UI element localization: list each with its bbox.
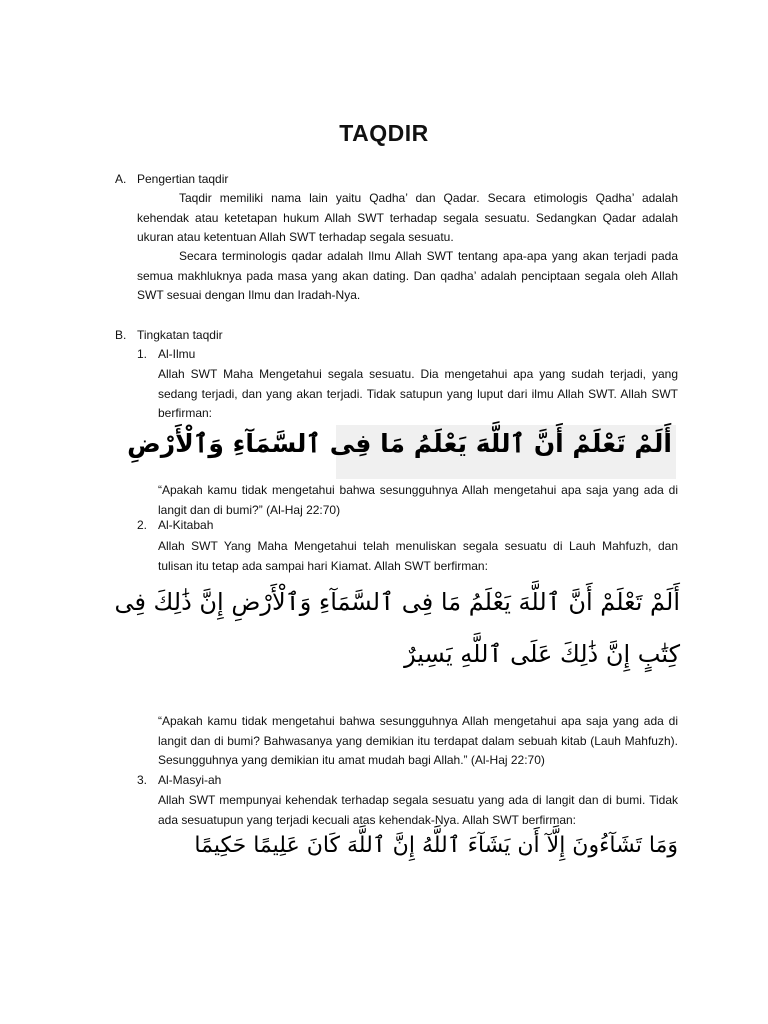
item-1-translation: “Apakah kamu tidak mengetahui bahwa sesungguhnya Allah mengetahui apa saja yang ada di langit dan di bumi?” (Al-Haj 22:70) (158, 483, 678, 517)
section-a-paragraph-2: Secara terminologis qadar adalah Ilmu Allah SWT tentang apa-apa yang akan terjadi pada semua makhluknya pada masa yang akan dating. Dan qadha’ adalah penciptaan segala oleh Allah SWT sesuai dengan Ilmu dan Iradah-Nya. (137, 249, 678, 302)
item-3-heading: 3. Al-Masyi-ah (137, 773, 222, 787)
section-title: Pengertian taqdir (137, 172, 229, 186)
item-1-heading: 1. Al-Ilmu (137, 347, 196, 361)
item-3-text: Allah SWT mempunyai kehendak terhadap segala sesuatu yang ada di langit dan di bumi. Tidak ada sesuatupun yang terjadi kecuali atas kehendak-Nya. Allah SWT berfirman: (158, 793, 678, 827)
item-2-translation: “Apakah kamu tidak mengetahui bahwa sesungguhnya Allah mengetahui apa saja yang ada di langit dan di bumi? Bahwasanya yang demikian itu terdapat dalam sebuah kitab (Lauh Mahfuzh). Sesungguhnya yang demikian itu amat mudah bagi Allah.” (Al-Haj 22:70) (158, 714, 678, 767)
document-title: TAQDIR (339, 120, 429, 146)
section-letter: A. (115, 172, 127, 186)
section-a-heading (115, 172, 228, 186)
arabic-verse-2-line-1: أَلَمْ تَعْلَمْ أَنَّ ٱللَّهَ يَعْلَمُ مَا فِى ٱلسَّمَآءِ وَٱلْأَرْضِ إِنَّ ذَٰلِكَ فِى (114, 588, 680, 616)
section-letter: B. (115, 328, 127, 342)
arabic-verse-2-line-2: كِتَٰبٍ إِنَّ ذَٰلِكَ عَلَى ٱللَّهِ يَسِيرٌ (404, 640, 680, 668)
section-title: Tingkatan taqdir (137, 328, 223, 342)
section-b-heading (115, 328, 223, 342)
arabic-verse-1: أَلَمْ تَعْلَمْ أَنَّ ٱللَّهَ يَعْلَمُ مَا فِى ٱلسَّمَآءِ وَٱلْأَرْضِ (336, 425, 676, 479)
item-2-text: Allah SWT Yang Maha Mengetahui telah menuliskan segala sesuatu di Lauh Mahfuzh, dan tulisan itu tetap ada sampai hari Kiamat. Allah SWT berfirman: (158, 539, 678, 573)
section-a-paragraph-1: Taqdir memiliki nama lain yaitu Qadha’ dan Qadar. Secara etimologis Qadha’ adalah kehendak atau ketetapan hukum Allah SWT terhadap segala sesuatu. Sedangkan Qadar adalah ukuran atau ketentuan Allah SWT terhadap segala sesuatu. (137, 191, 678, 244)
arabic-verse-3: وَمَا تَشَآءُونَ إِلَّآ أَن يَشَآءَ ٱللَّهُ إِنَّ ٱللَّهَ كَانَ عَلِيمًا حَكِيمًا (194, 833, 678, 858)
item-1-text: Allah SWT Maha Mengetahui segala sesuatu. Dia mengetahui apa yang sudah terjadi, yang sedang terjadi, dan yang akan terjadi. Tidak satupun yang luput dari ilmu Allah SWT. Allah SWT berfirman: (158, 367, 678, 420)
item-2-heading: 2. Al-Kitabah (137, 518, 214, 532)
